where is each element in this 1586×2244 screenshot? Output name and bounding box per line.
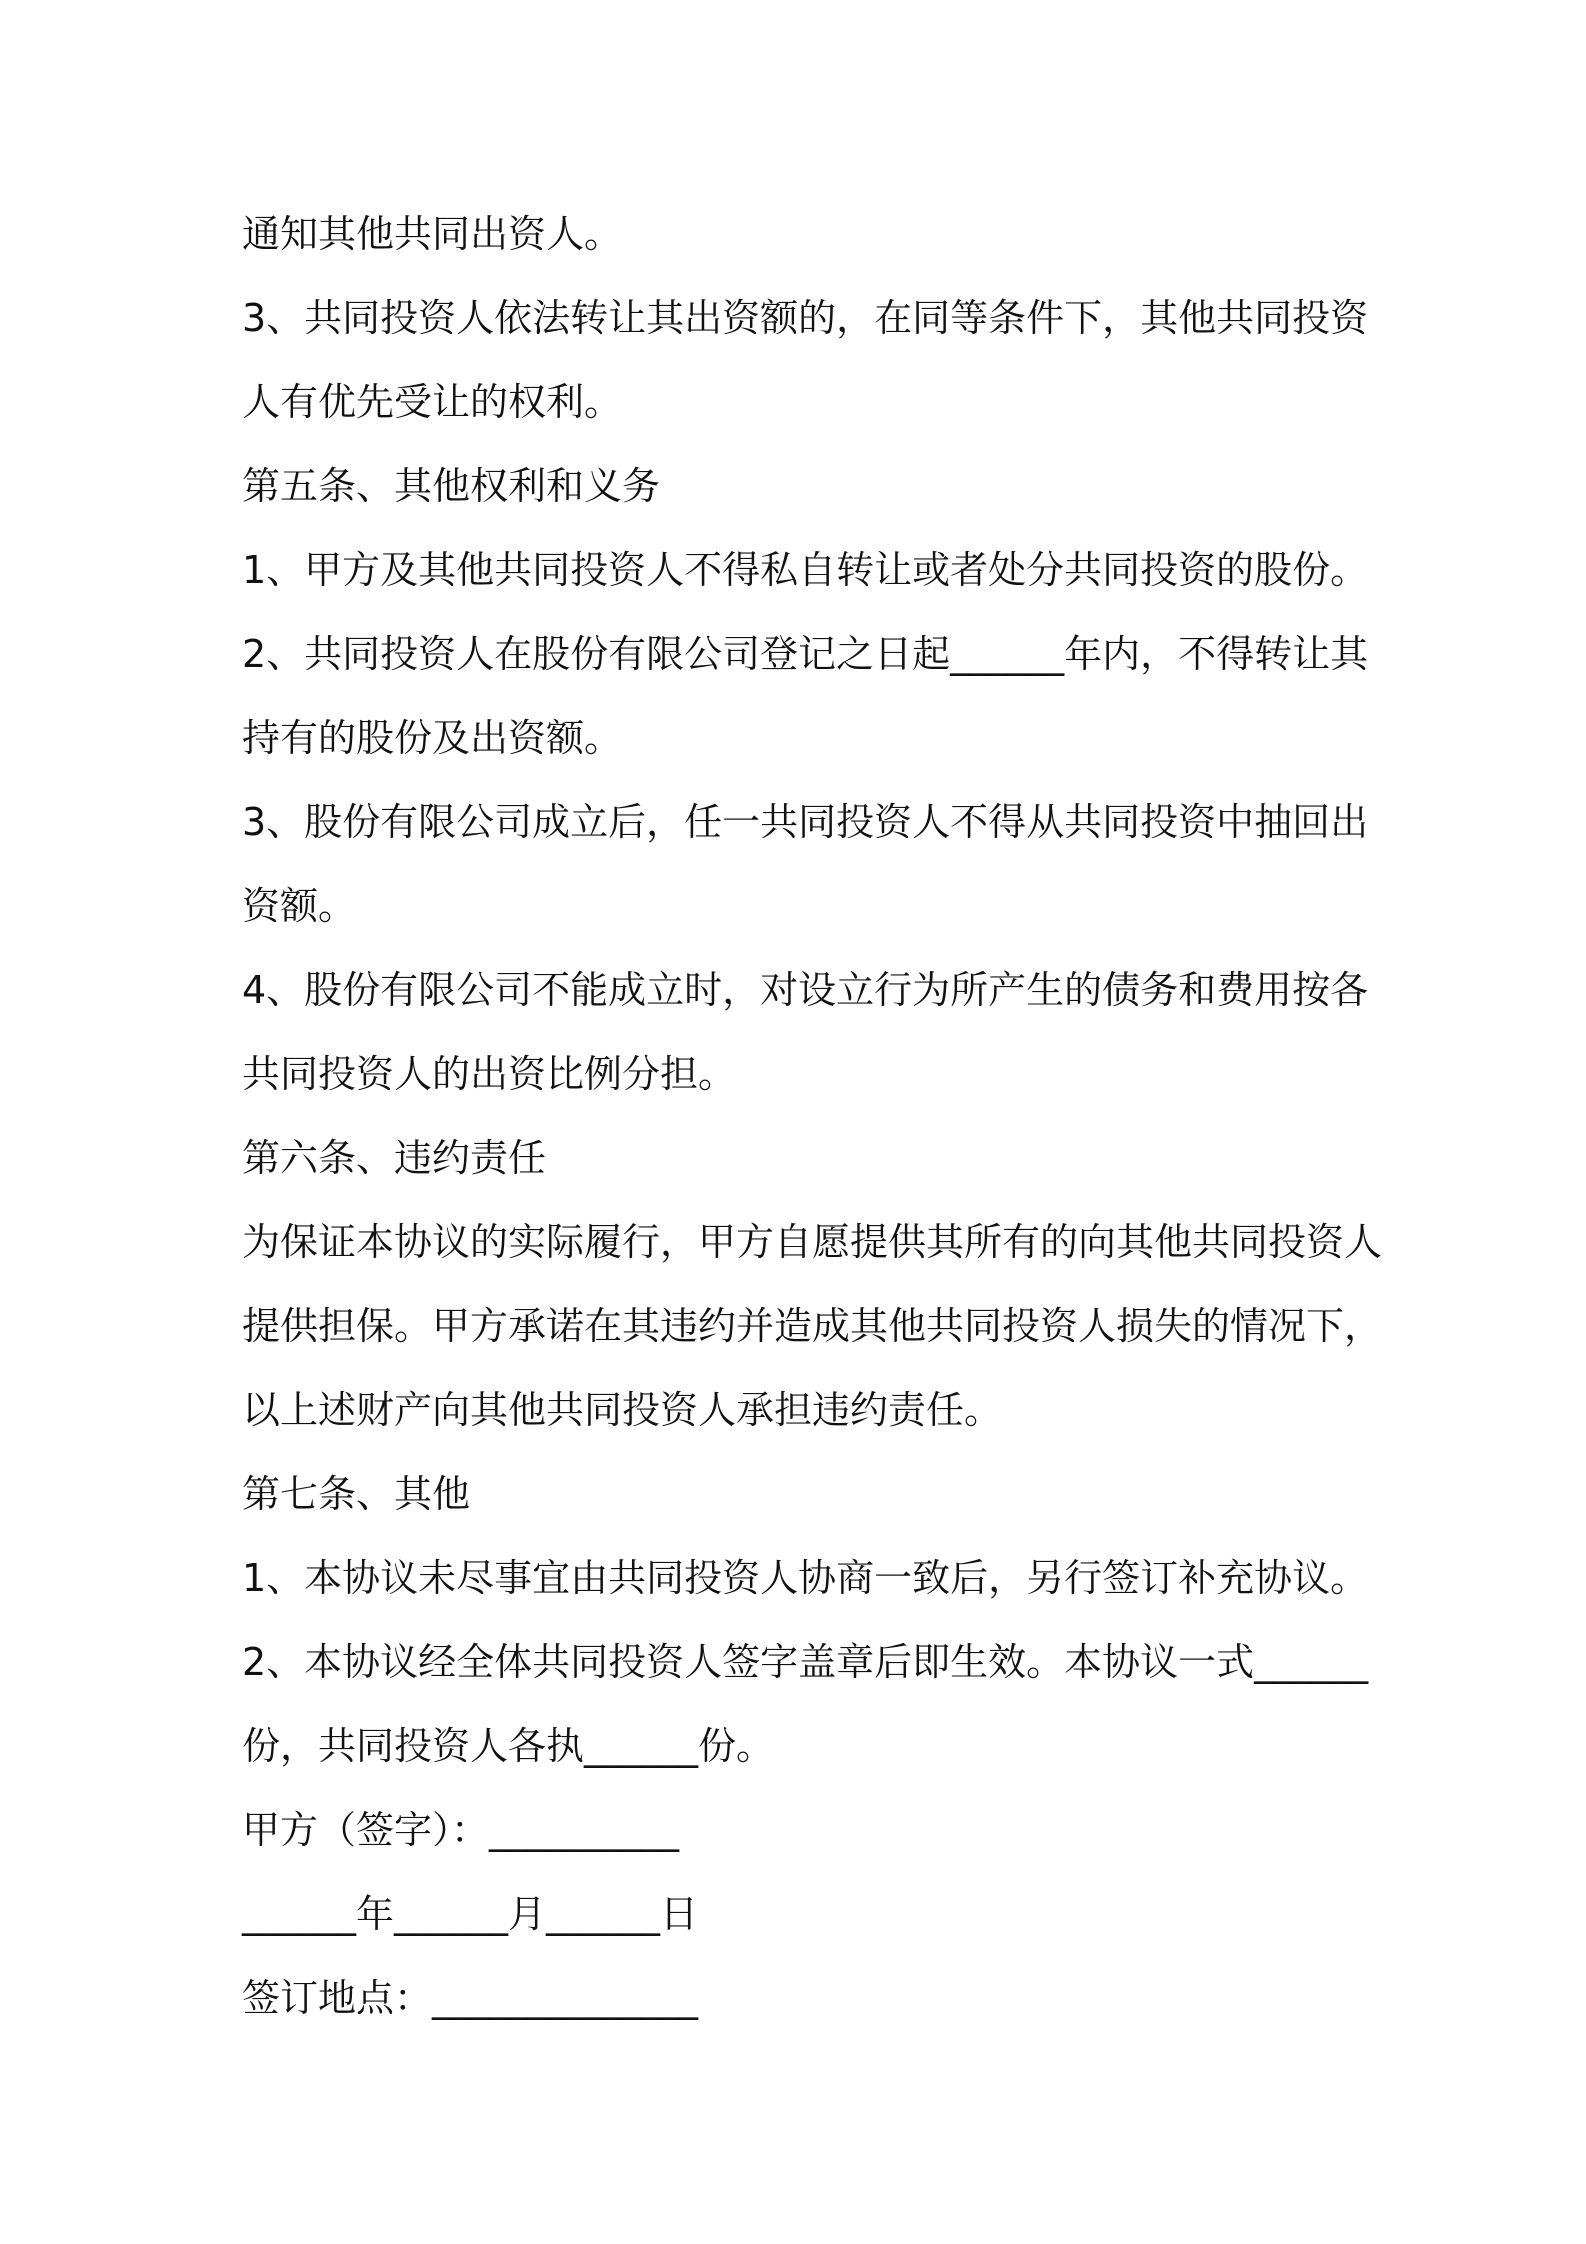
text-line: 1、本协议未尽事宜由共同投资人协商一致后，另行签订补充协议。 bbox=[242, 1556, 1369, 1600]
text-line: 共同投资人的出资比例分担。 bbox=[242, 1052, 737, 1096]
section-heading: 第五条、其他权利和义务 bbox=[242, 464, 661, 508]
signing-place-line: 签订地点：______________ bbox=[242, 1976, 699, 2020]
text-line: 2、共同投资人在股份有限公司登记之日起______年内，不得转让其 bbox=[242, 632, 1369, 676]
text-line: 提供担保。甲方承诺在其违约并造成其他共同投资人损失的情况下， bbox=[242, 1304, 1383, 1348]
text-line: 2、本协议经全体共同投资人签字盖章后即生效。本协议一式______ bbox=[242, 1640, 1369, 1684]
section-heading: 第六条、违约责任 bbox=[242, 1136, 547, 1180]
document-body bbox=[242, 192, 1383, 2040]
section-heading: 第七条、其他 bbox=[242, 1472, 471, 1516]
text-line: 通知其他共同出资人。 bbox=[242, 212, 623, 256]
text-line: 人有优先受让的权利。 bbox=[242, 380, 623, 424]
text-line: 以上述财产向其他共同投资人承担违约责任。 bbox=[242, 1388, 1003, 1432]
text-line: 资额。 bbox=[242, 884, 357, 928]
text-line: 为保证本协议的实际履行，甲方自愿提供其所有的向其他共同投资人 bbox=[242, 1220, 1383, 1264]
text-line: 4、股份有限公司不能成立时，对设立行为所产生的债务和费用按各 bbox=[242, 968, 1369, 1012]
text-line: 份，共同投资人各执______份。 bbox=[242, 1724, 775, 1768]
text-line: 持有的股份及出资额。 bbox=[242, 716, 623, 760]
text-line: 1、甲方及其他共同投资人不得私自转让或者处分共同投资的股份。 bbox=[242, 548, 1369, 592]
text-line: 3、股份有限公司成立后，任一共同投资人不得从共同投资中抽回出 bbox=[242, 800, 1369, 844]
date-line: ______年______月______日 bbox=[242, 1892, 699, 1936]
text-line: 3、共同投资人依法转让其出资额的，在同等条件下，其他共同投资 bbox=[242, 296, 1369, 340]
signature-line: 甲方（签字）：__________ bbox=[242, 1808, 680, 1852]
